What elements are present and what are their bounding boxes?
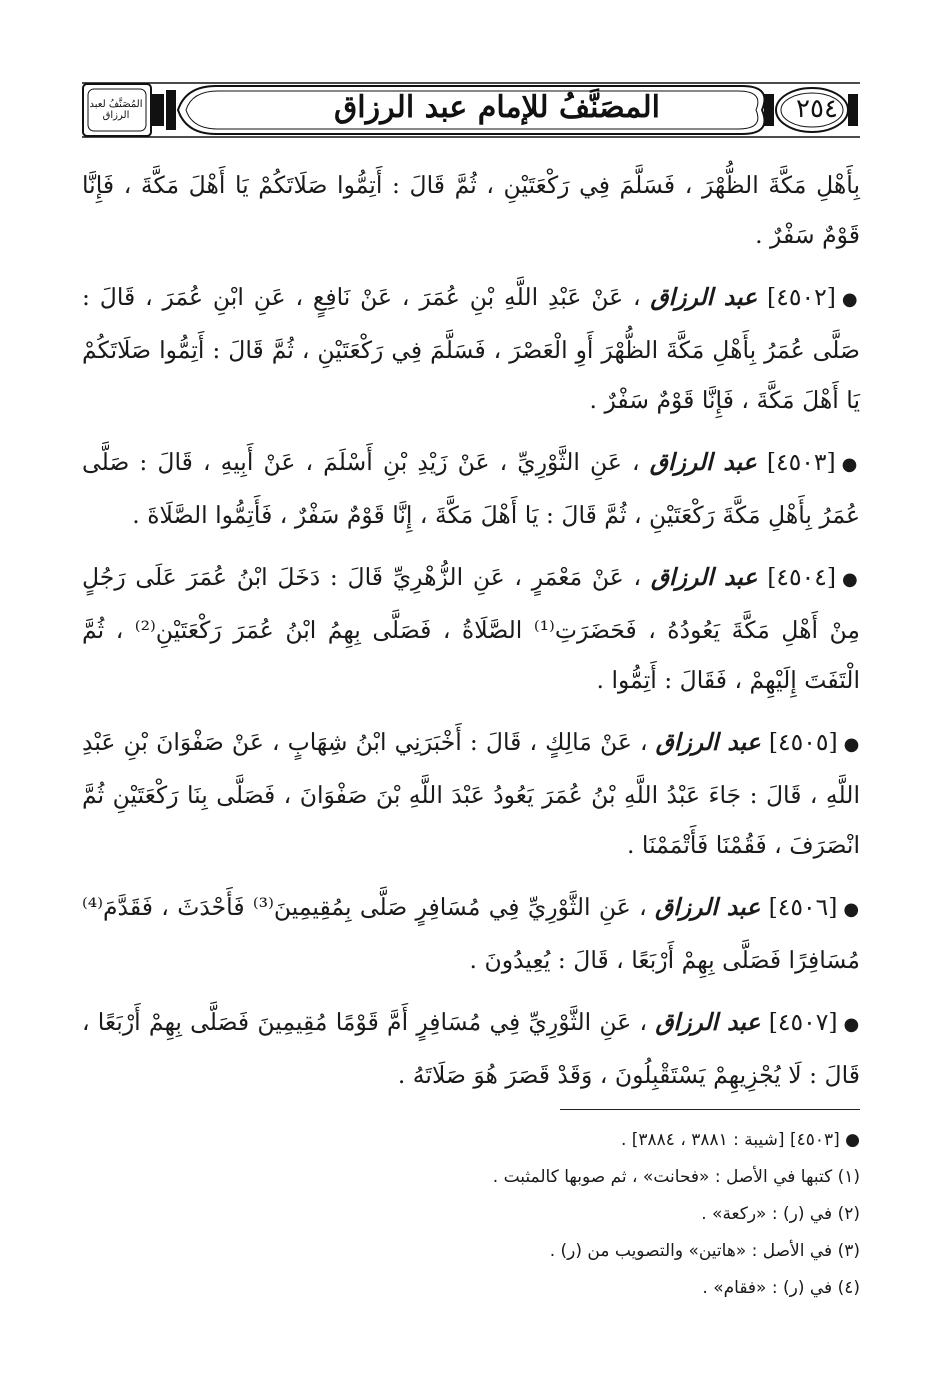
hadith-number: [٤٥٠٢] (767, 283, 836, 311)
author-name: عبد الرزاق (649, 448, 757, 476)
footnotes (82, 1122, 860, 1307)
hadith-paragraph (82, 160, 860, 260)
page-header (82, 82, 860, 138)
hadith-paragraph (82, 437, 860, 540)
page-number: ٢٥٤ (796, 94, 838, 124)
paragraph-text: ، عَنِ الثَّوْرِيِّ فِي مُسَافِرٍ صَلَّى بِمُقِيمِينَ⁽³⁾ فَأَحْدَثَ ، فَقَدَّمَ⁽⁴⁾ مُسَافِرًا فَصَلَّى بِهِمْ أَرْبَعًا ، قَالَ : يُعِيدُونَ . (82, 893, 860, 974)
footnote-3: (٣) في الأصل : «هاتين» والتصويب من (ر) . (549, 1241, 860, 1261)
footnote-source: ● [٤٥٠٣] [شيبة : ٣٨٨١ ، ٣٨٨٤] . (620, 1130, 860, 1150)
hadith-paragraph (82, 272, 860, 425)
bullet-icon: ● (841, 454, 860, 475)
bullet-icon: ● (841, 289, 860, 310)
author-name: عبد الرزاق (650, 283, 758, 311)
author-seal-logo: المُصَنَّفُ لعبد الرزاق (89, 99, 143, 121)
hadith-number: [٤٥٠٧] (768, 1008, 838, 1036)
bullet-icon: ● (843, 1014, 860, 1035)
author-name: عبد الرزاق (655, 728, 761, 756)
hadith-paragraph (82, 717, 860, 870)
body-text (82, 160, 860, 1112)
hadith-number: [٤٥٠٣] (766, 448, 836, 476)
author-name: عبد الرزاق (654, 893, 761, 921)
hadith-paragraph (82, 997, 860, 1100)
bullet-icon: ● (842, 569, 860, 590)
running-title: المصَنَّفُ للإمام عبد الرزاق (334, 90, 660, 125)
bullet-icon: ● (843, 734, 860, 755)
footnote-divider (560, 1109, 860, 1110)
hadith-number: [٤٥٠٥] (768, 728, 838, 756)
paragraph-text: ، عَنِ الثَّوْرِيِّ ، عَنْ زَيْدِ بْنِ أَسْلَمَ ، عَنْ أَبِيهِ ، قَالَ : صَلَّى عُمَرُ بِأَهْلِ مَكَّةَ رَكْعَتَيْنِ ، ثُمَّ قَالَ : يَا أَهْلَ مَكَّةَ ، إِنَّا قَوْمٌ سَفْرٌ ، فَأَتِمُّوا الصَّلَاةَ . (82, 448, 860, 529)
paragraph-text: ، عَنْ مَعْمَرٍ ، عَنِ الزُّهْرِيِّ قَالَ : دَخَلَ ابْنُ عُمَرَ عَلَى رَجُلٍ مِنْ أَهْلِ مَكَّةَ يَعُودُهُ ، فَحَضَرَتِ⁽¹⁾ الصَّلَاةُ ، فَصَلَّى بِهِمُ ابْنُ عُمَرَ رَكْعَتَيْنِ⁽²⁾ ، ثُمَّ الْتَفَتَ إِلَيْهِمْ ، فَقَالَ : أَتِمُّوا . (82, 563, 861, 694)
footnote-4: (٤) في (ر) : «فقام» . (702, 1278, 860, 1298)
footnote-1: (١) كتبها في الأصل : «فحانت» ، ثم صوبها كالمثبت . (492, 1167, 860, 1187)
hadith-paragraph (82, 552, 860, 705)
paragraph-text: ، عَنْ مَالِكٍ ، قَالَ : أَخْبَرَنِي ابْنُ شِهَابٍ ، عَنْ صَفْوَانَ بْنِ عَبْدِ اللَّهِ ، قَالَ : جَاءَ عَبْدُ اللَّهِ بْنُ عُمَرَ يَعُودُ عَبْدَ اللَّهِ بْنَ صَفْوَانَ ، فَصَلَّى بِنَا رَكْعَتَيْنِ ثُمَّ انْصَرَفَ ، فَقُمْنَا فَأَتْمَمْنَا . (82, 728, 860, 859)
hadith-number: [٤٥٠٤] (767, 563, 837, 591)
paragraph-text: بِأَهْلِ مَكَّةَ الظُّهْرَ ، فَسَلَّمَ فِي رَكْعَتَيْنِ ، ثُمَّ قَالَ : أَتِمُّوا صَلَاتَكُمْ يَا أَهْلَ مَكَّةَ ، فَإِنَّا قَوْمٌ سَفْرٌ . (82, 171, 860, 249)
hadith-number: [٤٥٠٦] (768, 893, 838, 921)
paragraph-text: ، عَنِ الثَّوْرِيِّ فِي مُسَافِرٍ أَمَّ قَوْمًا مُقِيمِينَ فَصَلَّى بِهِمْ أَرْبَعًا ، قَالَ : لَا يُجْزِيهِمْ يَسْتَقْبِلُونَ ، وَقَدْ قَصَرَ هُوَ صَلَاتَهُ . (82, 1008, 860, 1089)
bullet-icon: ● (843, 899, 860, 920)
footnote-2: (٢) في (ر) : «ركعة» . (701, 1204, 860, 1224)
paragraph-text: ، عَنْ عَبْدِ اللَّهِ بْنِ عُمَرَ ، عَنْ نَافِعٍ ، عَنِ ابْنِ عُمَرَ ، قَالَ : صَلَّى عُمَرُ بِأَهْلِ مَكَّةَ الظُّهْرَ أَوِ الْعَصْرَ ، فَسَلَّمَ فِي رَكْعَتَيْنِ ، ثُمَّ قَالَ : أَتِمُّوا صَلَاتَكُمْ يَا أَهْلَ مَكَّةَ ، فَإِنَّا قَوْمٌ سَفْرٌ . (82, 283, 860, 414)
author-name: عبد الرزاق (655, 1008, 761, 1036)
hadith-paragraph (82, 882, 860, 985)
author-name: عبد الرزاق (650, 563, 758, 591)
